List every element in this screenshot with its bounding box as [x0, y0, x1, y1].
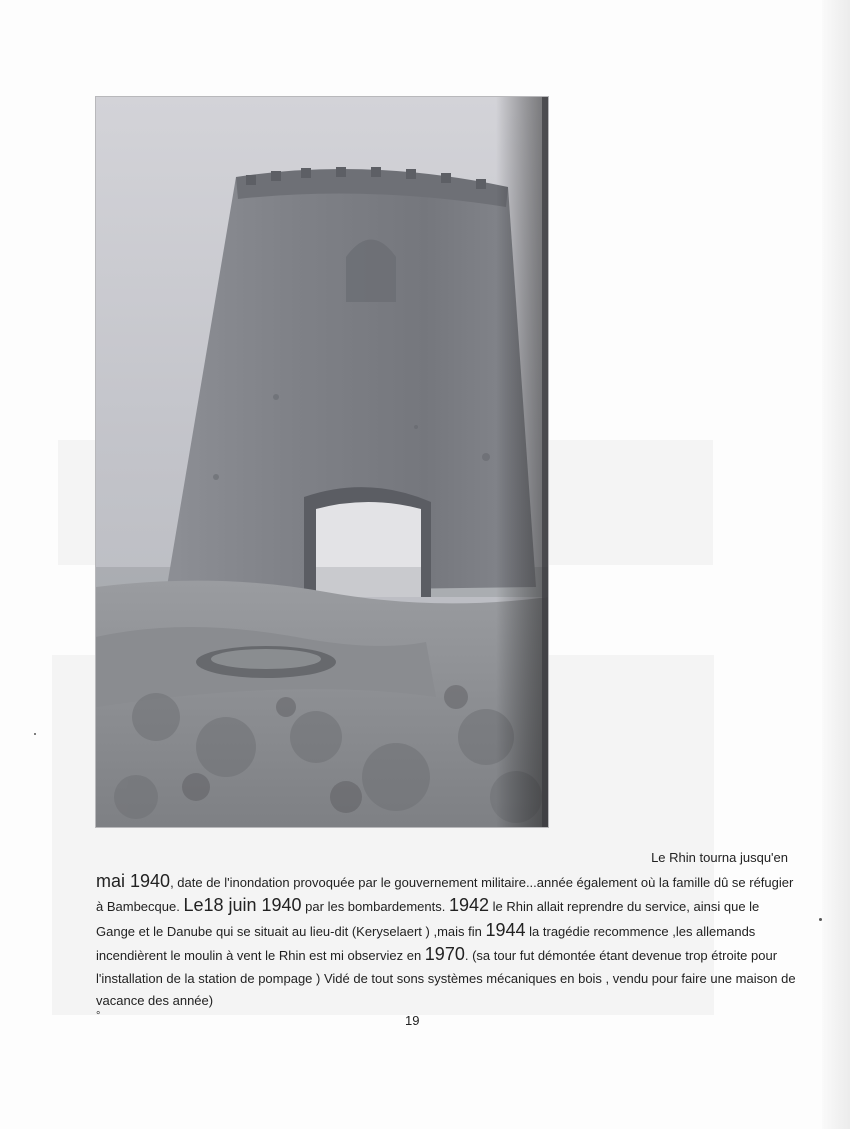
- page-edge-shadow: [822, 0, 850, 1129]
- page-number: 19: [405, 1013, 420, 1028]
- scan-speck: [819, 918, 822, 921]
- date-1970: 1970: [424, 944, 465, 964]
- date-1944: 1944: [485, 919, 526, 940]
- caption-text: le Rhin allait reprendre du service, ainsi que le Gange et le Danube qui se situait au lieu-dit (Keryselaert ) ,mais fin: [96, 899, 760, 939]
- caption-first-line: Le Rhin tourna jusqu'en: [651, 850, 788, 865]
- date-mai-1940: mai 1940: [96, 870, 171, 891]
- date-1942: 1942: [448, 895, 490, 915]
- caption-text: . (sa tour fut démontée étant devenue trop étroite pour l'installation de la station de pompage ) Vidé de tout sons systèmes mécaniques en bois , vendu pour faire une maison de vacance des année): [96, 948, 796, 1008]
- caption-text: par les bombardements.: [301, 899, 449, 914]
- scan-speck: [34, 733, 36, 735]
- caption-text: la tragédie recommence ,les allemands incendièrent le moulin à vent le Rhin est mi observiez en: [96, 923, 756, 963]
- degree-mark: °: [96, 1010, 101, 1022]
- date-18-juin-1940: Le18 juin 1940: [183, 895, 302, 915]
- windmill-tower-photo: [96, 97, 548, 827]
- caption-text: , date de l'inondation provoquée par le gouvernement militaire...année également où la famille dû se réfugier à Bambecque.: [96, 874, 794, 914]
- photo-caption: [96, 847, 796, 1013]
